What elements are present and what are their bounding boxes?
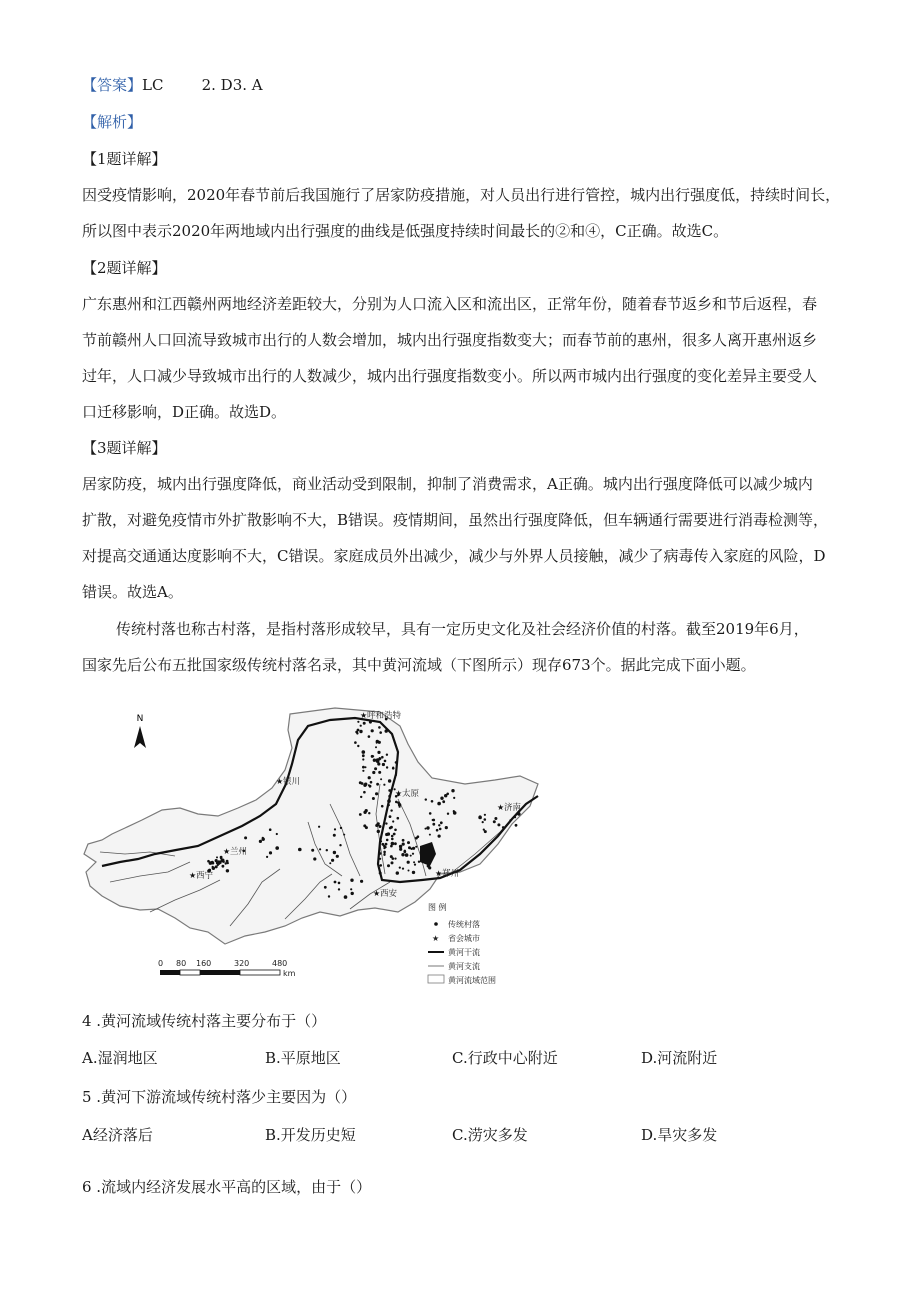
village-dot [380, 778, 382, 780]
village-dot [439, 802, 441, 804]
village-dot [374, 767, 377, 770]
village-dot [392, 820, 394, 822]
q5-option-c: C.涝灾多发 [452, 1126, 528, 1144]
village-dot [333, 834, 336, 837]
village-dot [377, 762, 380, 765]
village-dot [392, 767, 395, 770]
village-dot [429, 834, 431, 836]
village-dot [436, 829, 439, 832]
village-dot [408, 846, 411, 849]
village-dot [432, 823, 435, 826]
q2-line: 广东惠州和江西赣州两地经济差距较大，分别为人口流入区和流出区，正常年份，随着春节返乡和节后返程，春 [82, 295, 818, 313]
village-dot [362, 770, 364, 772]
q4-option-a: A.湿润地区 [82, 1049, 158, 1067]
village-dot [363, 791, 366, 794]
village-dot [415, 846, 417, 848]
village-dot [211, 861, 214, 864]
village-dot [390, 809, 392, 811]
village-dot [276, 833, 278, 835]
village-dot [394, 842, 397, 845]
village-dot [215, 865, 218, 868]
village-dot [361, 782, 364, 785]
q2-line: 过年，人口减少导致城市出行的人数减少，城内出行强度指数变小。所以两市城内出行强度的变化差异主要受人 [82, 367, 818, 385]
village-dot [429, 812, 432, 815]
village-dot [269, 851, 272, 854]
village-dot [375, 792, 378, 795]
village-dot [425, 798, 427, 800]
village-dot [329, 862, 331, 864]
village-dot [385, 729, 388, 732]
village-dot [381, 843, 384, 846]
village-dot [386, 754, 388, 756]
q2-line: 节前赣州人口回流导致城市出行的人数会增加，城内出行强度指数变大；而春节前的惠州，很多人离开惠州返乡 [82, 331, 818, 349]
village-dot [259, 840, 262, 843]
village-dot [396, 871, 399, 874]
village-dot [368, 812, 370, 814]
village-dot [375, 824, 378, 827]
village-dot [298, 848, 302, 852]
q2-heading: 【2题详解】 [82, 259, 167, 277]
village-dot [399, 845, 402, 848]
village-dot [391, 861, 394, 864]
city-label-zhengzhou: 郑州 [442, 869, 460, 879]
village-dot [388, 795, 391, 798]
city-label-xian: 西安 [380, 889, 398, 899]
intro-line: 国家先后公布五批国家级传统村落名录，其中黄河流域（下图所示）现存673个。据此完成下面小题。 [82, 656, 756, 674]
village-dot [370, 781, 373, 784]
q4-option-b: B.平原地区 [265, 1049, 341, 1067]
village-dot [333, 851, 336, 854]
village-dot [402, 843, 405, 846]
village-dot [380, 840, 382, 842]
village-dot [389, 815, 392, 818]
scale-tick: 0 [158, 959, 164, 968]
village-dot [344, 895, 348, 899]
village-dot [515, 824, 518, 827]
village-dot [384, 853, 386, 855]
q1-line: 所以图中表示2020年两地域内出行强度的曲线是低强度持续时间最长的②和④，C正确。故选C。 [82, 222, 729, 240]
village-dot [319, 848, 321, 850]
village-dot [357, 721, 359, 723]
q4-stem: 4 .黄河流域传统村落主要分布于（） [82, 1012, 327, 1030]
village-dot [414, 864, 416, 866]
village-dot [363, 811, 366, 814]
answer-line [82, 75, 263, 95]
village-dot [379, 731, 382, 734]
village-dot [442, 800, 445, 803]
village-dot [365, 766, 367, 768]
village-dot [378, 771, 381, 774]
village-dot [426, 826, 429, 829]
village-dot [493, 820, 496, 823]
svg-text:★: ★ [276, 777, 284, 786]
svg-text:★: ★ [360, 711, 368, 720]
village-dot [380, 864, 383, 867]
village-dot [410, 855, 412, 857]
village-dot [407, 841, 410, 844]
scale-tick: 480 [272, 959, 288, 968]
village-dot [338, 882, 341, 885]
village-dot [372, 771, 375, 774]
answer-text: LC 2. D3. A [142, 76, 263, 94]
village-dot [447, 813, 449, 815]
village-dot [377, 751, 380, 754]
village-dot [376, 783, 379, 786]
village-dot [368, 776, 371, 779]
village-dot [391, 842, 395, 846]
village-dot [364, 783, 367, 786]
svg-text:★: ★ [395, 789, 403, 798]
village-dot [381, 805, 384, 808]
village-dot [362, 754, 365, 757]
q4-option-d: D.河流附近 [641, 1049, 718, 1067]
village-dot [395, 774, 397, 776]
village-dot [216, 862, 218, 864]
village-dot [403, 850, 406, 853]
village-dot [262, 837, 264, 839]
village-dot [336, 855, 339, 858]
village-dot [391, 838, 394, 841]
village-dot [354, 741, 357, 744]
village-dot [369, 721, 372, 724]
village-dot [324, 886, 327, 889]
village-dot [338, 888, 340, 890]
village-dot [417, 835, 420, 838]
village-dot [494, 817, 497, 820]
village-dot [244, 836, 247, 839]
village-dot [212, 867, 215, 870]
village-dot [412, 847, 415, 850]
svg-text:★: ★ [373, 889, 381, 898]
q2-line: 口迁移影响，D正确。故选D。 [82, 403, 287, 421]
village-dot [393, 833, 396, 836]
village-dot [376, 758, 380, 762]
village-dot [451, 789, 454, 792]
village-dot [497, 823, 500, 826]
village-dot [440, 821, 443, 824]
village-dot [478, 816, 482, 820]
village-dot [379, 852, 382, 855]
village-dot [356, 732, 358, 734]
scale-unit: km [283, 969, 296, 978]
village-dot [339, 844, 341, 846]
scale-tick: 320 [234, 959, 250, 968]
village-dot [328, 895, 330, 897]
village-dot [395, 761, 398, 764]
village-dot [408, 870, 410, 872]
north-arrow-icon [134, 714, 146, 748]
village-dot [385, 822, 387, 824]
village-dot [390, 855, 393, 858]
scale-tick: 160 [196, 959, 212, 968]
village-dot [399, 867, 401, 869]
village-dot [266, 856, 268, 858]
village-dot [318, 826, 320, 828]
village-dot [372, 797, 375, 800]
village-dot [357, 729, 360, 732]
village-dot [382, 763, 385, 766]
q5-option-a: A经济落后 [82, 1126, 153, 1144]
village-dot [431, 800, 434, 803]
legend-basin: 黄河流域范围 [448, 976, 496, 985]
village-dot [440, 797, 443, 800]
legend-village: 传统村落 [448, 920, 480, 929]
map-legend [428, 902, 496, 985]
village-dot [385, 833, 388, 836]
city-label-lanzhou: 兰州 [230, 847, 248, 857]
village-dot [362, 758, 364, 760]
village-dot [372, 755, 374, 757]
village-dot [365, 826, 368, 829]
village-dot [226, 860, 229, 863]
village-dot [359, 730, 362, 733]
village-dot [343, 834, 345, 836]
village-dot [407, 861, 410, 864]
answer-label: 【答案】 [82, 76, 143, 94]
city-label-hohhot: 呼和浩特 [367, 711, 402, 721]
svg-text:★: ★ [497, 803, 505, 812]
svg-text:★: ★ [435, 869, 443, 878]
q1-line: 因受疫情影响，2020年春节前后我国施行了居家防疫措施，对人员出行进行管控，城内出行强度低，持续时间长， [82, 186, 841, 204]
village-dot [383, 784, 385, 786]
village-dot [387, 799, 391, 803]
svg-text:★: ★ [189, 871, 197, 880]
village-dot [386, 839, 389, 842]
village-dot [401, 853, 404, 856]
village-dot [225, 862, 227, 864]
village-dot [360, 880, 363, 883]
village-dot [385, 843, 388, 846]
village-dot [394, 858, 396, 860]
village-dot [432, 819, 434, 821]
village-dot [331, 859, 334, 862]
village-dot [379, 758, 381, 760]
village-dot [207, 860, 210, 863]
analysis-label: 【解析】 [82, 113, 143, 131]
village-dot [387, 864, 390, 867]
village-dot [275, 846, 279, 850]
basin-boundary [84, 708, 538, 944]
village-dot [334, 881, 337, 884]
village-dot [379, 858, 381, 860]
village-dot [405, 853, 409, 857]
village-dot [351, 892, 354, 895]
village-dot [313, 857, 316, 860]
q5-stem: 5 .黄河下游流域传统村落少主要因为（） [82, 1088, 357, 1106]
village-dot [399, 806, 401, 808]
village-dot [391, 835, 394, 838]
svg-text:★: ★ [432, 934, 440, 943]
village-dot [388, 779, 391, 782]
village-dot [378, 726, 381, 729]
village-dot [453, 811, 457, 815]
village-dot [334, 828, 336, 830]
q3-line: 错误。故选A。 [82, 583, 183, 601]
q5-option-d: D.旱灾多发 [641, 1126, 718, 1144]
village-dot [453, 797, 455, 799]
village-dot [360, 725, 362, 727]
village-dot [350, 888, 352, 890]
village-dot [363, 722, 366, 725]
village-dot [269, 828, 272, 831]
yellow-river-basin-map [80, 704, 545, 988]
legend-title: 图 例 [428, 903, 447, 912]
village-dot [381, 756, 384, 759]
village-dot [371, 729, 374, 732]
village-dot [368, 784, 370, 786]
village-dot [394, 829, 397, 832]
scale-tick: 80 [176, 959, 187, 968]
legend-capital: 省会城市 [448, 934, 480, 943]
q3-line: 居家防疫，城内出行强度降低，商业活动受到限制，抑制了消费需求，A正确。城内出行强度降低可以减少城内 [82, 475, 813, 493]
village-dot [221, 859, 225, 863]
intro-line: 传统村落也称古村落，是指村落形成较早，具有一定历史文化及社会经济价值的村落。截至2019年6月， [116, 620, 809, 638]
village-dot [311, 849, 314, 852]
village-dot [397, 817, 400, 820]
village-dot [502, 826, 505, 829]
village-dot [340, 827, 342, 829]
village-dot [388, 789, 391, 792]
q3-heading: 【3题详解】 [82, 439, 167, 457]
village-dot [514, 816, 516, 818]
village-dot [412, 853, 414, 855]
village-dot [362, 766, 365, 769]
village-dot [484, 830, 487, 833]
village-dot [226, 869, 229, 872]
village-dot [402, 868, 404, 870]
q3-line: 扩散，对避免疫情市外扩散影响不大，B错误。疫情期间，虽然出行强度降低，但车辆通行需要进行消毒检测等， [82, 511, 829, 529]
village-dot [402, 839, 405, 842]
village-dot [397, 801, 400, 804]
village-dot [388, 804, 390, 806]
village-dot [425, 828, 427, 830]
q4-option-c: C.行政中心附近 [452, 1049, 558, 1067]
village-dot [439, 828, 442, 831]
village-dot [484, 818, 487, 821]
village-dot [389, 827, 392, 830]
village-dot [216, 856, 218, 858]
village-dot [375, 746, 377, 748]
village-dot [399, 848, 402, 851]
village-dot [350, 879, 353, 882]
village-dot [368, 735, 371, 738]
village-dot [222, 865, 225, 868]
village-dot [357, 745, 359, 747]
q5-option-b: B.开发历史短 [265, 1126, 356, 1144]
village-dot [385, 846, 387, 848]
svg-text:★: ★ [223, 847, 231, 856]
village-dot [379, 872, 382, 875]
village-dot [384, 760, 387, 763]
village-dot [438, 824, 440, 826]
village-dot [376, 742, 378, 744]
legend-main-river: 黄河干流 [448, 948, 480, 957]
village-dot [386, 766, 388, 768]
village-dot [373, 759, 376, 762]
north-label: N [136, 714, 144, 724]
village-dot [413, 861, 415, 863]
village-dot [377, 830, 380, 833]
q6-stem: 6 .流域内经济发展水平高的区域，由于（） [82, 1178, 372, 1196]
scale-bar [158, 959, 296, 978]
village-dot [446, 793, 449, 796]
village-dot [482, 821, 484, 823]
city-label-jinan: 济南 [504, 803, 522, 813]
village-dot [438, 835, 441, 838]
city-label-xining: 西宁 [196, 871, 214, 881]
village-dot [412, 871, 415, 874]
village-dot [509, 819, 511, 821]
q1-heading: 【1题详解】 [82, 150, 167, 168]
village-dot [445, 826, 448, 829]
village-dot [326, 849, 328, 851]
city-label-yinchuan: 银川 [283, 777, 301, 787]
village-dot [359, 813, 362, 816]
q3-line: 对提高交通通达度影响不大，C错误。家庭成员外出减少，减少与外界人员接触，减少了病毒传入家庭的风险，D [82, 547, 826, 565]
village-dot [362, 750, 366, 754]
village-dot [360, 796, 362, 798]
city-label-taiyuan: 太原 [402, 789, 420, 799]
village-dot [484, 814, 486, 816]
legend-tributary: 黄河支流 [448, 962, 480, 971]
village-dot [418, 861, 420, 863]
